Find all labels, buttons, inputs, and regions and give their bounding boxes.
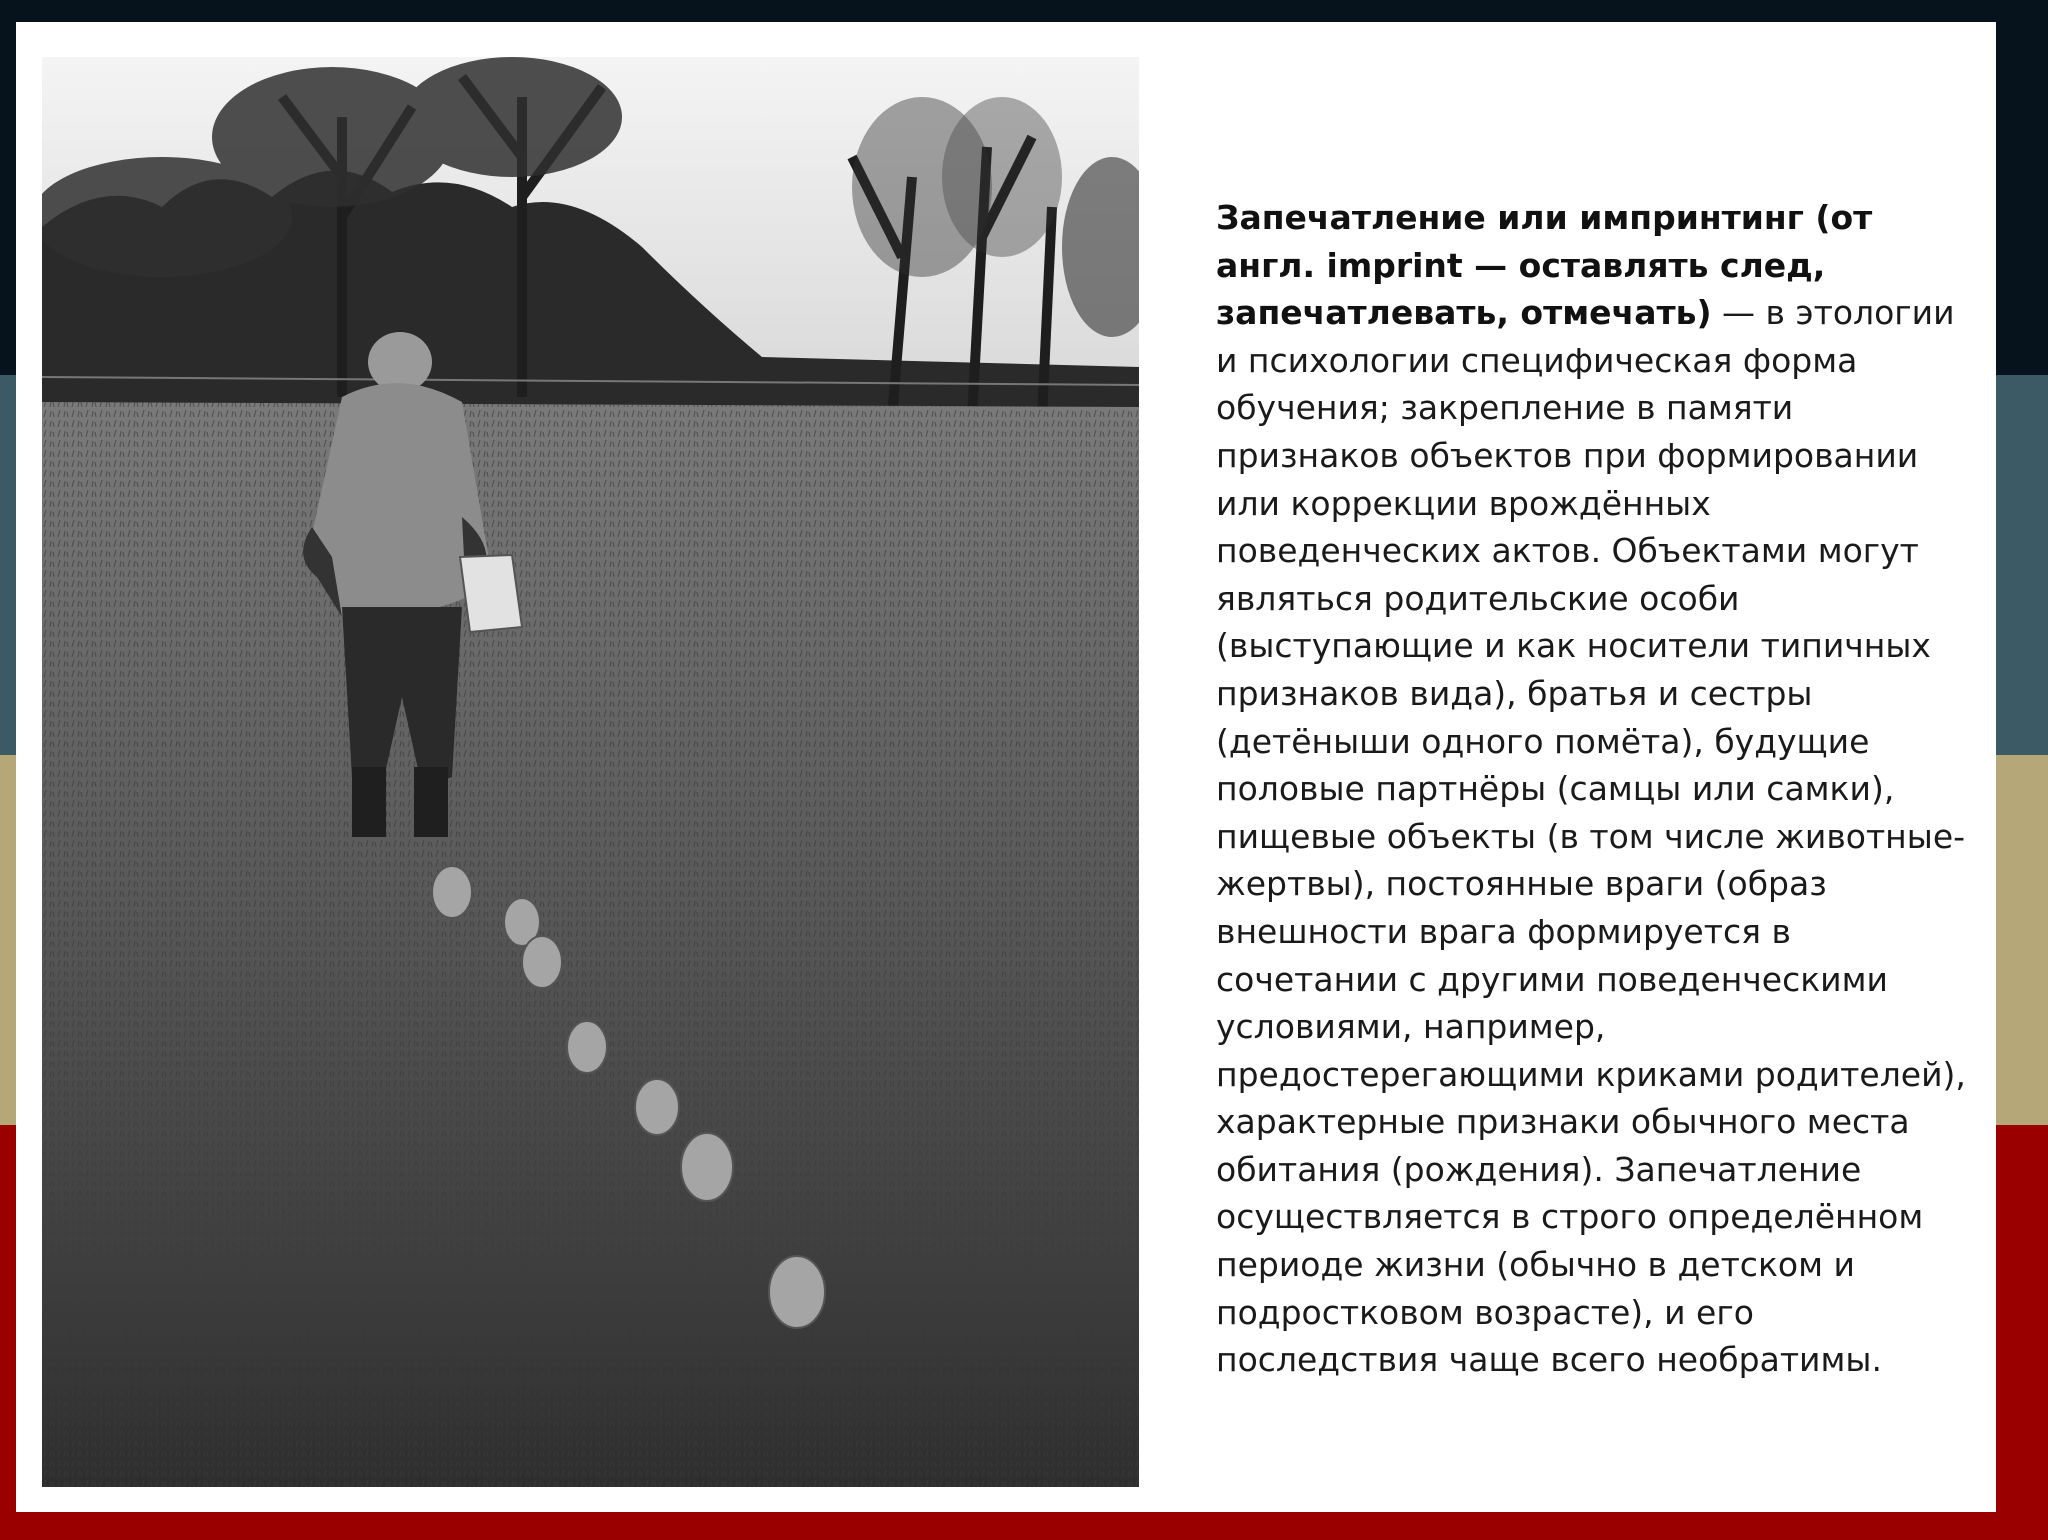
- definition-body: — в этологии и психологии специфическая форма обучения; закрепление в памяти признаков объектов при формировании или коррекции врождённых поведенческих актов. Объектами могут являться родительские особи (выступающие и как носители типичных признаков вида), братья и сестры (детёныши одного помёта), будущие половые партнёры (самцы или самки), пищевые объекты (в том числе животные-жертвы), постоянные враги (образ внешности врага формируется в сочетании с другими поведенческими условиями, например, предостерегающими криками родителей), характерные признаки обычного места обитания (рождения). Запечатление осуществляется в строго определённом периоде жизни (обычно в детском и подростковом возрасте), и его последствия чаще всего необратимы.: [1216, 293, 1966, 1380]
- photo-illustration: [42, 57, 1139, 1487]
- definition-text: [1216, 194, 1976, 1384]
- definition-term: Запечатление или импринтинг (от англ. imprint — оставлять след, запечатлевать, отмечать): [1216, 198, 1873, 333]
- slide-card: [16, 22, 1996, 1512]
- imprinting-photo: [42, 57, 1139, 1487]
- grass-texture: [42, 402, 1139, 1487]
